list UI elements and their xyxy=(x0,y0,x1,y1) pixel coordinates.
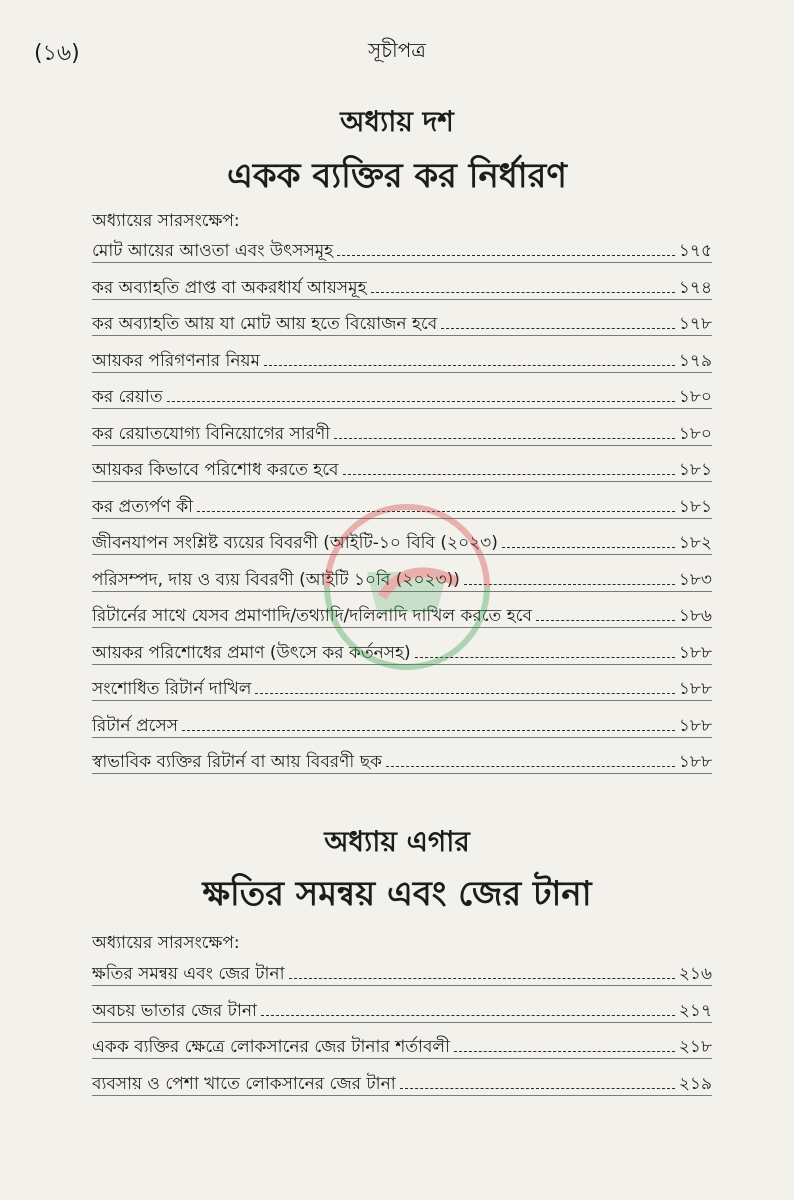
toc-entry-page: ১৮৩ xyxy=(678,569,712,590)
toc-entry-page: ১৮১ xyxy=(678,496,712,517)
toc-entry xyxy=(92,710,712,738)
toc-entry-title: কর রেয়াতযোগ্য বিনিয়োগের সারণী xyxy=(92,423,331,444)
dot-leader xyxy=(261,1015,675,1016)
dot-leader xyxy=(337,255,675,256)
toc-entry-page: ১৭৪ xyxy=(678,277,712,298)
dot-leader xyxy=(441,328,675,329)
toc-entry-page: ১৮৮ xyxy=(678,752,712,772)
toc-entry-title: কর রেয়াত xyxy=(92,387,163,407)
toc-entry xyxy=(92,454,712,482)
toc-entry-title: ব্যবসায় ও পেশা খাতে লোকসানের জের টানা xyxy=(92,1073,396,1094)
toc-entry-page: ১৮১ xyxy=(678,460,712,480)
toc-entry xyxy=(92,995,712,1023)
toc-entry xyxy=(92,272,712,300)
toc-entry-title: আয়কর পরিশোধের প্রমাণ (উৎসে কর কর্তনসহ) xyxy=(92,642,411,663)
toc-entry-page: ২১৭ xyxy=(678,1000,712,1021)
chapter-label: অধ্যায় এগার xyxy=(324,825,470,858)
summary-label: অধ্যায়ের সারসংক্ষেপ: xyxy=(92,933,240,953)
toc-entry xyxy=(92,958,712,986)
toc-entry-title: রিটার্নের সাথে যেসব প্রমাণাদি/তথ্যাদি/দলিলাদি দাখিল করতে হবে xyxy=(92,606,532,626)
dot-leader xyxy=(386,766,675,767)
toc-entry xyxy=(92,673,712,701)
circular-stamp-logo-icon xyxy=(322,502,492,672)
toc-entry-title: কর অব্যাহতি প্রাপ্ত বা অকরধার্য আয়সমূহ xyxy=(92,277,367,298)
toc-entry xyxy=(92,345,712,373)
toc-entry-title: রিটার্ন প্রসেস xyxy=(92,715,178,736)
toc-entry-page: ২১৯ xyxy=(678,1073,712,1094)
toc-entry-title: স্বাভাবিক ব্যক্তির রিটার্ন বা আয় বিবরণী ছক xyxy=(92,752,382,772)
toc-entry-page: ১৮৬ xyxy=(678,606,712,626)
toc-entry xyxy=(92,308,712,336)
toc-entry-page: ১৮৮ xyxy=(678,642,712,663)
toc-entry-title: জীবনযাপন সংশ্লিষ্ট ব্যয়ের বিবরণী (আইটি-১০ বিবি (২০২৩) xyxy=(92,533,498,553)
toc-entry-page: ১৭৯ xyxy=(678,350,712,371)
toc-entry-page: ১৭৮ xyxy=(678,314,712,334)
toc-entry xyxy=(92,381,712,409)
dot-leader xyxy=(182,730,675,731)
chapter-label: অধ্যায় দশ xyxy=(340,105,454,138)
toc-entry xyxy=(92,1068,712,1096)
dot-leader xyxy=(334,438,675,439)
toc-entry-title: কর প্রত্যর্পণ কী xyxy=(92,496,194,517)
toc-entry-page: ১৮৮ xyxy=(678,679,712,699)
toc-entry-page: ২১৬ xyxy=(678,964,712,984)
toc-entry-page: ১৮০ xyxy=(678,423,712,444)
toc-entry-page: ১৭৫ xyxy=(678,241,712,261)
toc-entry xyxy=(92,235,712,263)
toc-entry-page: ১৮০ xyxy=(678,387,712,407)
toc-entry-page: ১৮৮ xyxy=(678,715,712,736)
toc-entry-title: ক্ষতির সমন্বয় এবং জের টানা xyxy=(92,964,285,984)
toc-entry-page: ১৮২ xyxy=(678,533,712,553)
toc-entry xyxy=(92,418,712,446)
dot-leader xyxy=(255,693,674,694)
chapter-title: একক ব্যক্তির কর নির্ধারণ xyxy=(227,156,567,196)
toc-list xyxy=(92,958,712,1104)
dot-leader xyxy=(264,365,675,366)
toc-entry-title: মোট আয়ের আওতা এবং উৎসসমূহ xyxy=(92,241,334,261)
dot-leader xyxy=(289,978,675,979)
summary-label: অধ্যায়ের সারসংক্ষেপ: xyxy=(92,211,240,231)
toc-entry-title: কর অব্যাহতি আয় যা মোট আয় হতে বিয়োজন হবে xyxy=(92,314,438,334)
toc-entry-title: একক ব্যক্তির ক্ষেত্রে লোকসানের জের টানার শর্তাবলী xyxy=(92,1037,450,1057)
toc-entry-title: আয়কর পরিগণনার নিয়ম xyxy=(92,350,260,371)
dot-leader xyxy=(464,584,675,585)
toc-entry-title: সংশোধিত রিটার্ন দাখিল xyxy=(92,679,252,699)
page-number: (১৬) xyxy=(34,41,80,66)
dot-leader xyxy=(371,292,675,293)
toc-entry-title: পরিসম্পদ, দায় ও ব্যয় বিবরণী (আইটি ১০বি (২০২৩)) xyxy=(92,569,460,590)
toc-entry xyxy=(92,1031,712,1059)
chapter-title: ক্ষতির সমন্বয় এবং জের টানা xyxy=(202,874,592,914)
dot-leader xyxy=(167,401,675,402)
dot-leader xyxy=(343,474,675,475)
toc-entry xyxy=(92,746,712,774)
toc-entry-page: ২১৮ xyxy=(678,1037,712,1057)
running-head: সূচীপত্র xyxy=(368,38,426,62)
dot-leader xyxy=(502,547,675,548)
dot-leader xyxy=(454,1051,675,1052)
toc-entry-title: আয়কর কিভাবে পরিশোধ করতে হবে xyxy=(92,460,339,480)
dot-leader xyxy=(400,1088,675,1089)
toc-entry-title: অবচয় ভাতার জের টানা xyxy=(92,1000,257,1021)
dot-leader xyxy=(536,620,675,621)
